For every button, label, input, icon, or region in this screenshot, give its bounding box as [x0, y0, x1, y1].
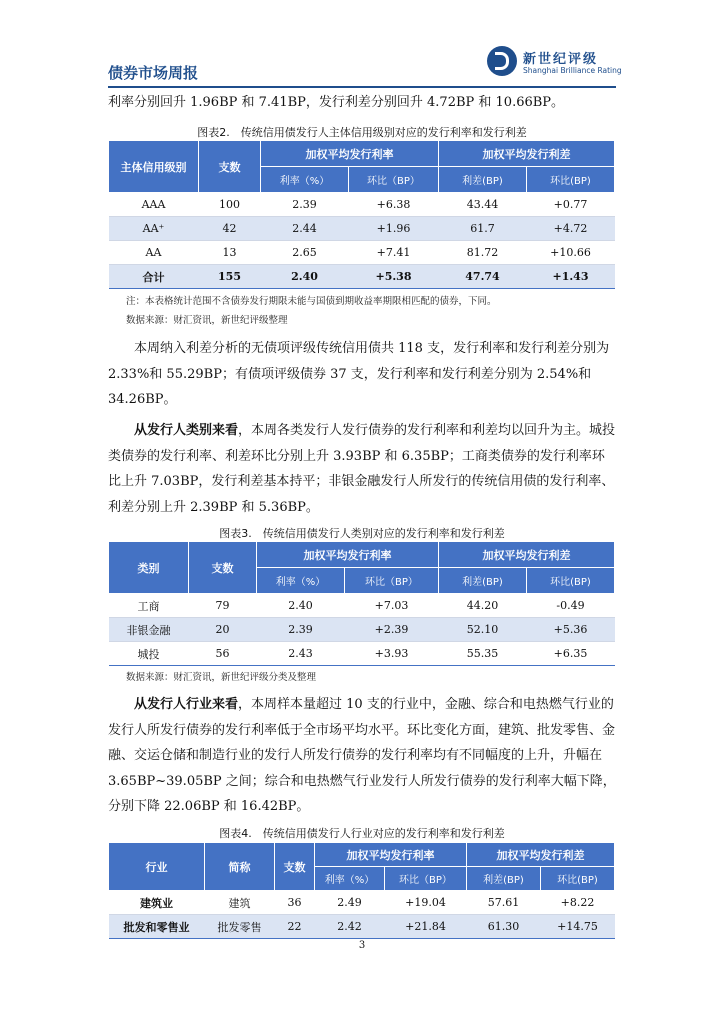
table3-issuer-type-rates: [108, 541, 615, 666]
cell-spread-change: +8.22: [541, 891, 615, 915]
cell-spread-change: +10.66: [527, 241, 615, 265]
table3-caption: 图表3. 传统信用债发行人类别对应的发行利率和发行利差: [219, 527, 505, 540]
th-count: 支数: [199, 141, 261, 193]
paragraph-continuation: 利率分别回升 1.96BP 和 7.41BP，发行利差分别回升 4.72BP 和 10.66BP。: [108, 95, 565, 110]
table-row: [109, 642, 615, 666]
th-rate: 利率（%）: [315, 867, 385, 891]
cell-rate: 2.65: [261, 241, 349, 265]
cell-count: 56: [189, 642, 257, 666]
cell-spread: 57.61: [467, 891, 541, 915]
th-spread-group: 加权平均发行利差: [439, 542, 615, 568]
cell-rate-change: +7.03: [345, 594, 439, 618]
cell-rate-change: +2.39: [345, 618, 439, 642]
logo-emblem-icon: [487, 46, 517, 76]
th-rate-change: 环比（BP）: [345, 568, 439, 594]
cell-spread: 43.44: [439, 193, 527, 217]
th-rate-change: 环比（BP）: [349, 167, 439, 193]
th-spread-group: 加权平均发行利差: [467, 843, 615, 867]
cell-spread: 61.30: [467, 915, 541, 939]
cell-rate: 2.44: [261, 217, 349, 241]
cell-rate-change: +6.38: [349, 193, 439, 217]
cell-spread-change: +4.72: [527, 217, 615, 241]
cell-spread: 55.35: [439, 642, 527, 666]
table2-rating-rates: [108, 140, 615, 289]
cell-industry: 建筑业: [109, 891, 205, 915]
lead-issuer-type: 从发行人类别来看: [134, 423, 239, 438]
paragraph-summary: 本周纳入利差分析的无债项评级传统信用债共 118 支，发行利率和发行利差分别为 2.33%和 55.29BP；有债项评级债券 37 支，发行利率和发行利差分别为 2.54%和 34.26BP。: [108, 341, 610, 407]
table2-source: 数据来源：财汇资讯，新世纪评级整理: [126, 315, 288, 326]
cell-count: 100: [199, 193, 261, 217]
table-row: [109, 594, 615, 618]
th-spread: 利差(BP): [439, 167, 527, 193]
cell-spread-change: +6.35: [527, 642, 615, 666]
report-title: 债券市场周报: [108, 64, 199, 82]
th-spread-change: 环比(BP): [527, 568, 615, 594]
cell-spread-change: +1.43: [527, 265, 615, 289]
cell-rate: 2.42: [315, 915, 385, 939]
th-type: 类别: [109, 542, 189, 594]
th-rate-group: 加权平均发行利率: [315, 843, 467, 867]
th-rate: 利率（%）: [257, 568, 345, 594]
th-rate-group: 加权平均发行利率: [257, 542, 439, 568]
th-spread: 利差(BP): [439, 568, 527, 594]
cell-rate-change: +21.84: [385, 915, 467, 939]
cell-rate: 2.39: [261, 193, 349, 217]
cell-spread-change: +0.77: [527, 193, 615, 217]
table-row: [109, 618, 615, 642]
cell-spread: 47.74: [439, 265, 527, 289]
cell-rate-change: +1.96: [349, 217, 439, 241]
cell-spread-change: +14.75: [541, 915, 615, 939]
paragraph-industry: [108, 692, 616, 820]
table2-note: 注：本表格统计范围不含债券发行期限未能与国债到期收益率期限相匹配的债券，下同。: [126, 296, 497, 307]
table4-caption: 图表4. 传统信用债发行人行业对应的发行利率和发行利差: [219, 827, 505, 840]
table-row: [109, 217, 615, 241]
cell-rating: AA: [109, 241, 199, 265]
cell-spread: 44.20: [439, 594, 527, 618]
table-row: [109, 241, 615, 265]
paragraph-issuer-type: [108, 418, 616, 520]
text-issuer-type: ，本周各类发行人发行债券的发行利率和利差均以回升为主。城投类债券的发行利率、利差环比分别上升 3.93BP 和 6.35BP；工商类债券的发行利率环比上升 7.03BP，发行利差基本持平；非银金融发行人所发行的传统信用债的发行利率、利差分别上升 2.39BP 和 5.36BP。: [108, 423, 616, 515]
cell-count: 155: [199, 265, 261, 289]
th-short-name: 简称: [205, 843, 275, 891]
lead-industry: 从发行人行业来看: [134, 697, 239, 712]
cell-count: 13: [199, 241, 261, 265]
th-count: 支数: [189, 542, 257, 594]
cell-rate: 2.39: [257, 618, 345, 642]
th-spread-change: 环比(BP): [527, 167, 615, 193]
th-spread-change: 环比(BP): [541, 867, 615, 891]
cell-rate-change: +3.93: [345, 642, 439, 666]
cell-rate-change: +7.41: [349, 241, 439, 265]
table2-caption: 图表2. 传统信用债发行人主体信用级别对应的发行利率和发行利差: [197, 126, 527, 139]
table-row: [109, 193, 615, 217]
cell-industry: 批发和零售业: [109, 915, 205, 939]
page-number: 3: [358, 940, 366, 951]
cell-count: 22: [275, 915, 315, 939]
cell-type: 城投: [109, 642, 189, 666]
cell-spread-change: -0.49: [527, 594, 615, 618]
th-rating: 主体信用级别: [109, 141, 199, 193]
th-spread-group: 加权平均发行利差: [439, 141, 615, 167]
th-rate-group: 加权平均发行利率: [261, 141, 439, 167]
table-total-row: [109, 265, 615, 289]
th-rate-change: 环比（BP）: [385, 867, 467, 891]
cell-type: 工商: [109, 594, 189, 618]
cell-short-name: 建筑: [205, 891, 275, 915]
cell-spread-change: +5.36: [527, 618, 615, 642]
cell-rate: 2.40: [261, 265, 349, 289]
logo-chinese-name: 新世纪评级: [523, 52, 599, 67]
brand-logo: [487, 46, 622, 86]
table-row: [109, 915, 615, 939]
cell-spread: 52.10: [439, 618, 527, 642]
cell-rate: 2.49: [315, 891, 385, 915]
header-divider: [108, 86, 616, 88]
th-spread: 利差(BP): [467, 867, 541, 891]
cell-count: 36: [275, 891, 315, 915]
text-industry: ，本周样本量超过 10 支的行业中，金融、综合和电热燃气行业的发行人所发行债券的发行利率低于全市场平均水平。环比变化方面，建筑、批发零售、金融、交运仓储和制造行业的发行人所发行债券的发行利率均有不同幅度的上升，升幅在 3.65BP~39.05BP 之间；综合和电热燃气行业发行人所发行债券的发行利率大幅下降，分别下降 22.06BP 和 16.42BP。: [108, 697, 616, 814]
logo-english-name: Shanghai Brilliance Rating: [523, 66, 622, 75]
th-industry: 行业: [109, 843, 205, 891]
table-row: [109, 891, 615, 915]
table3-source: 数据来源：财汇资讯，新世纪评级分类及整理: [126, 672, 317, 683]
cell-rating: AAA: [109, 193, 199, 217]
cell-rate: 2.40: [257, 594, 345, 618]
cell-count: 20: [189, 618, 257, 642]
table4-industry-rates: [108, 842, 615, 939]
cell-rate: 2.43: [257, 642, 345, 666]
cell-rate-change: +5.38: [349, 265, 439, 289]
cell-count: 79: [189, 594, 257, 618]
th-rate: 利率（%）: [261, 167, 349, 193]
cell-type: 非银金融: [109, 618, 189, 642]
cell-count: 42: [199, 217, 261, 241]
cell-short-name: 批发零售: [205, 915, 275, 939]
cell-spread: 61.7: [439, 217, 527, 241]
cell-rate-change: +19.04: [385, 891, 467, 915]
cell-spread: 81.72: [439, 241, 527, 265]
cell-rating: AA⁺: [109, 217, 199, 241]
cell-total-label: 合计: [109, 265, 199, 289]
th-count: 支数: [275, 843, 315, 891]
